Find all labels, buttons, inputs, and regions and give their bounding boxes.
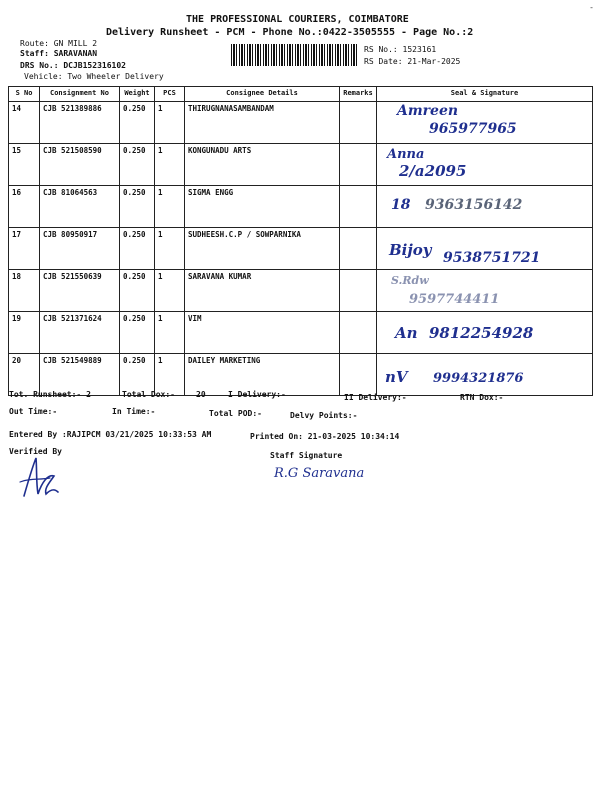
cell-signature (377, 312, 593, 354)
handwritten-signature: S.Rdw (391, 274, 429, 287)
cell-consignee: SIGMA ENGG (185, 186, 340, 228)
cell-remarks (340, 270, 377, 312)
cell-consignee: THIRUGNANASAMBANDAM (185, 102, 340, 144)
cell-weight: 0.250 (120, 312, 155, 354)
runsheet-table (8, 86, 593, 396)
cell-pcs: 1 (155, 270, 185, 312)
corner-mark: - (589, 3, 594, 12)
cell-pcs: 1 (155, 186, 185, 228)
i-delivery: I Delivery:- (228, 390, 286, 399)
staff-label: Staff: SARAVANAN (20, 49, 98, 58)
cell-pcs: 1 (155, 354, 185, 396)
runsheet-subtitle: Delivery Runsheet - PCM - Phone No.:0422-3505555 - Page No.:2 (106, 27, 474, 38)
total-runsheet: Tot. Runsheet:- 2 (9, 390, 91, 399)
cell-consignment: CJB 521549889 (40, 354, 120, 396)
company-title: THE PROFESSIONAL COURIERS, COIMBATORE (186, 14, 409, 25)
handwritten-signature: An (395, 324, 418, 342)
cell-remarks (340, 312, 377, 354)
cell-consignee: DAILEY MARKETING (185, 354, 340, 396)
cell-sno: 17 (9, 228, 40, 270)
col-header-consignee: Consignee Details (185, 87, 340, 102)
staff-signature-label: Staff Signature (270, 451, 343, 460)
handwritten-signature: Anna (387, 147, 425, 162)
col-header-sno: S No (9, 87, 40, 102)
cell-signature (377, 102, 593, 144)
cell-consignment: CJB 521389886 (40, 102, 120, 144)
vehicle-label: Vehicle: Two Wheeler Delivery (24, 72, 164, 81)
total-dox-value: 20 (196, 390, 206, 399)
col-header-signature: Seal & Signature (377, 87, 593, 102)
drs-number: DRS No.: DCJB152316102 (20, 61, 126, 70)
handwritten-signature: Bijoy (389, 241, 432, 259)
table-row (9, 144, 593, 186)
cell-consignee: KONGUNADU ARTS (185, 144, 340, 186)
handwritten-signature: 18 (391, 197, 411, 213)
cell-weight: 0.250 (120, 102, 155, 144)
cell-signature (377, 186, 593, 228)
cell-weight: 0.250 (120, 186, 155, 228)
cell-pcs: 1 (155, 312, 185, 354)
cell-sno: 14 (9, 102, 40, 144)
col-header-weight: Weight (120, 87, 155, 102)
cell-consignment: CJB 521371624 (40, 312, 120, 354)
cell-consignee: SUDHEESH.C.P / SOWPARNIKA (185, 228, 340, 270)
route-label: Route: GN MILL 2 (20, 39, 98, 48)
cell-consignment: CJB 521508590 (40, 144, 120, 186)
col-header-pcs: PCS (155, 87, 185, 102)
handwritten-phone: 9538751721 (443, 250, 541, 266)
cell-consignment: CJB 80950917 (40, 228, 120, 270)
staff-handwritten-signature: R.G Saravana (274, 466, 365, 481)
col-header-consignment: Consignment No (40, 87, 120, 102)
handwritten-signature: Amreen (397, 103, 459, 119)
cell-weight: 0.250 (120, 270, 155, 312)
cell-remarks (340, 354, 377, 396)
rs-number: RS No.: 1523161 (364, 45, 437, 54)
cell-sno: 16 (9, 186, 40, 228)
cell-signature (377, 144, 593, 186)
cell-signature (377, 228, 593, 270)
cell-pcs: 1 (155, 144, 185, 186)
delvy-points: Delvy Points:- (290, 411, 358, 420)
cell-weight: 0.250 (120, 144, 155, 186)
ii-delivery: II Delivery:- (344, 393, 407, 402)
cell-consignee: VIM (185, 312, 340, 354)
table-row (9, 354, 593, 396)
cell-weight: 0.250 (120, 354, 155, 396)
cell-weight: 0.250 (120, 228, 155, 270)
rtn-dox: RTN Dox:- (460, 393, 504, 402)
col-header-remarks: Remarks (340, 87, 377, 102)
cell-consignee: SARAVANA KUMAR (185, 270, 340, 312)
table-row (9, 102, 593, 144)
cell-sno: 15 (9, 144, 40, 186)
out-time: Out Time:- (9, 407, 58, 416)
verified-by-label: Verified By (9, 447, 62, 456)
rs-date: RS Date: 21-Mar-2025 (364, 57, 461, 66)
cell-pcs: 1 (155, 228, 185, 270)
cell-signature (377, 354, 593, 396)
cell-sno: 20 (9, 354, 40, 396)
handwritten-phone: 9363156142 (425, 197, 523, 213)
table-header-row (9, 87, 593, 102)
cell-remarks (340, 186, 377, 228)
table-row (9, 228, 593, 270)
cell-remarks (340, 144, 377, 186)
table-row (9, 312, 593, 354)
handwritten-phone: 9812254928 (429, 324, 534, 342)
handwritten-phone: 9597744411 (409, 292, 500, 307)
handwritten-signature: nV (385, 368, 408, 386)
handwritten-phone: 9994321876 (433, 371, 524, 386)
table-row (9, 270, 593, 312)
total-pod: Total POD:- (209, 409, 262, 418)
in-time: In Time:- (112, 407, 156, 416)
cell-sno: 18 (9, 270, 40, 312)
cell-signature (377, 270, 593, 312)
barcode (231, 44, 357, 66)
table-row (9, 186, 593, 228)
handwritten-phone: 2/a2095 (399, 162, 467, 180)
total-dox-label: Total Dox:- (122, 390, 175, 399)
printed-on: Printed On: 21-03-2025 10:34:14 (250, 432, 400, 441)
cell-remarks (340, 102, 377, 144)
cell-sno: 19 (9, 312, 40, 354)
verifier-signature (10, 452, 66, 502)
cell-pcs: 1 (155, 102, 185, 144)
cell-consignment: CJB 521550639 (40, 270, 120, 312)
cell-consignment: CJB 81064563 (40, 186, 120, 228)
handwritten-phone: 965977965 (429, 121, 517, 137)
entered-by: Entered By :RAJIPCM 03/21/2025 10:33:53 AM (9, 430, 212, 439)
cell-remarks (340, 228, 377, 270)
